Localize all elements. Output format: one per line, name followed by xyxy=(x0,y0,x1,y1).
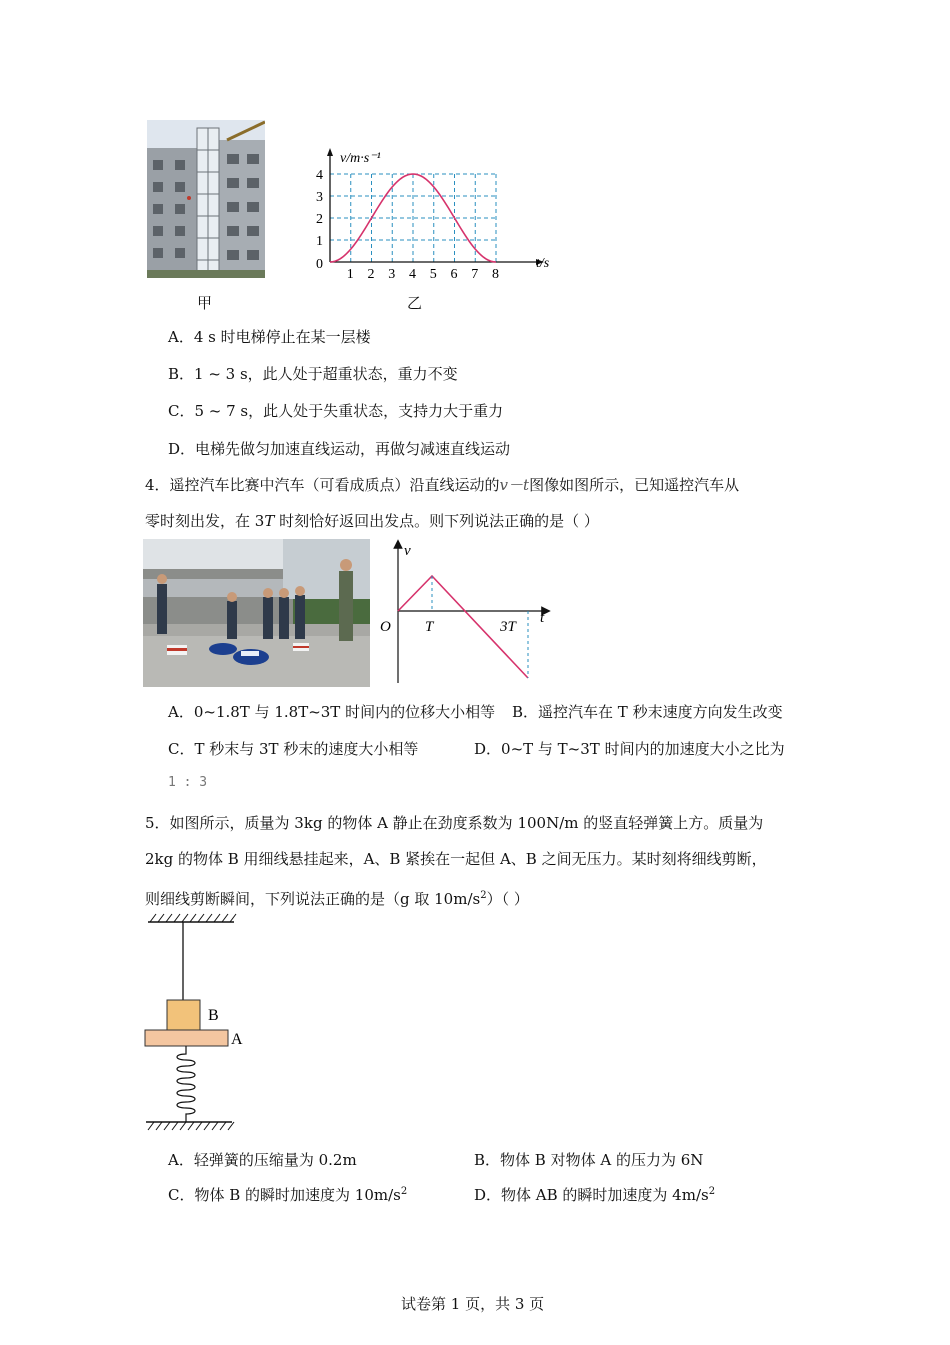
q5-option-c: C．物体 B 的瞬时加速度为 $10m/s^2$ xyxy=(168,1186,408,1204)
x-tick-label: 2 xyxy=(367,267,375,280)
x-tick-label: 6 xyxy=(450,267,458,280)
x-tick-label: 5 xyxy=(429,267,437,280)
caption-right: 乙 xyxy=(407,294,423,312)
q5-stem-line2: 2kg 的物体 B 用细线悬挂起来，A、B 紧挨在一起但 A、B 之间无压力。某时刻将细线剪断， xyxy=(145,850,767,868)
q4-T-label: T xyxy=(425,619,434,635)
elevator-photo xyxy=(147,120,265,278)
q4-origin-label: O xyxy=(380,619,391,635)
y-axis-arrow xyxy=(327,148,333,156)
q4-3T-label: 3T xyxy=(500,619,516,635)
q5-option-a: A．轻弹簧的压缩量为 0.2m xyxy=(168,1151,357,1169)
label-a: A xyxy=(231,1031,243,1048)
y-axis-label: v/m·s⁻¹ xyxy=(340,151,381,166)
origin-label: 0 xyxy=(316,257,323,272)
y-tick-label: 1 xyxy=(316,234,323,249)
x-axis-label: t/s xyxy=(536,256,550,271)
y-tick-label: 2 xyxy=(316,212,323,227)
q5-option-b: B．物体 B 对物体 A 的压力为 6N xyxy=(474,1151,704,1169)
x-tick-label: 8 xyxy=(492,267,499,280)
x-tick-label: 3 xyxy=(388,267,396,280)
block-b xyxy=(167,1000,200,1030)
q4-t-label: t xyxy=(540,610,545,626)
spring xyxy=(177,1046,195,1122)
q4-option-b: B．遥控汽车在 T 秒末速度方向发生改变 xyxy=(512,703,783,721)
q4-vt-graph xyxy=(376,538,556,688)
label-b: B xyxy=(208,1007,219,1024)
y-tick-label: 4 xyxy=(316,168,323,183)
q4-v-label: v xyxy=(404,543,411,559)
q4-option-d: D．0~T 与 T~3T 时间内的加速度大小之比为 xyxy=(474,740,785,758)
y-tick-label: 3 xyxy=(316,190,323,205)
q4-stem-line2: 零时刻出发，在 3T 时刻恰好返回出发点。则下列说法正确的是（ ） xyxy=(145,512,599,530)
q3-option-a: A．4 s 时电梯停止在某一层楼 xyxy=(168,328,371,346)
q5-option-d: D．物体 AB 的瞬时加速度为 $4m/s^2$ xyxy=(474,1186,716,1204)
q3-option-c: C．5 ~ 7 s，此人处于失重状态，支持力大于重力 xyxy=(168,402,504,420)
velocity-time-chart xyxy=(308,140,568,280)
q5-stem-line3: 则细线剪断瞬间，下列说法正确的是（g 取 $10m/s^2$）（ ） xyxy=(145,890,529,908)
q3-option-b: B．1 ~ 3 s，此人处于超重状态，重力不变 xyxy=(168,365,458,383)
q4-option-a: A．0~1.8T 与 1.8T~3T 时间内的位移大小相等 xyxy=(168,703,496,721)
q4-option-d-ratio: 1 : 3 xyxy=(168,775,208,790)
x-tick-label: 4 xyxy=(409,267,416,280)
spring-block-diagram xyxy=(140,910,260,1135)
rc-car-race-photo xyxy=(143,539,370,687)
caption-left: 甲 xyxy=(197,294,213,312)
q4-option-c: C．T 秒末与 3T 秒末的速度大小相等 xyxy=(168,740,419,758)
block-a xyxy=(145,1030,228,1046)
q4-stem-line1: 4．遥控汽车比赛中汽车（可看成质点）沿直线运动的v－t图像如图所示，已知遥控汽车从 xyxy=(145,476,740,494)
x-tick-label: 7 xyxy=(471,267,479,280)
q3-option-d: D．电梯先做匀加速直线运动，再做匀减速直线运动 xyxy=(168,440,511,458)
x-tick-label: 1 xyxy=(346,267,354,280)
q5-stem-line1: 5．如图所示，质量为 3kg 的物体 A 静止在劲度系数为 100N/m 的竖直轻弹簧上方。质量为 xyxy=(145,814,764,832)
page-footer: 试卷第 1 页，共 3 页 xyxy=(401,1295,545,1313)
